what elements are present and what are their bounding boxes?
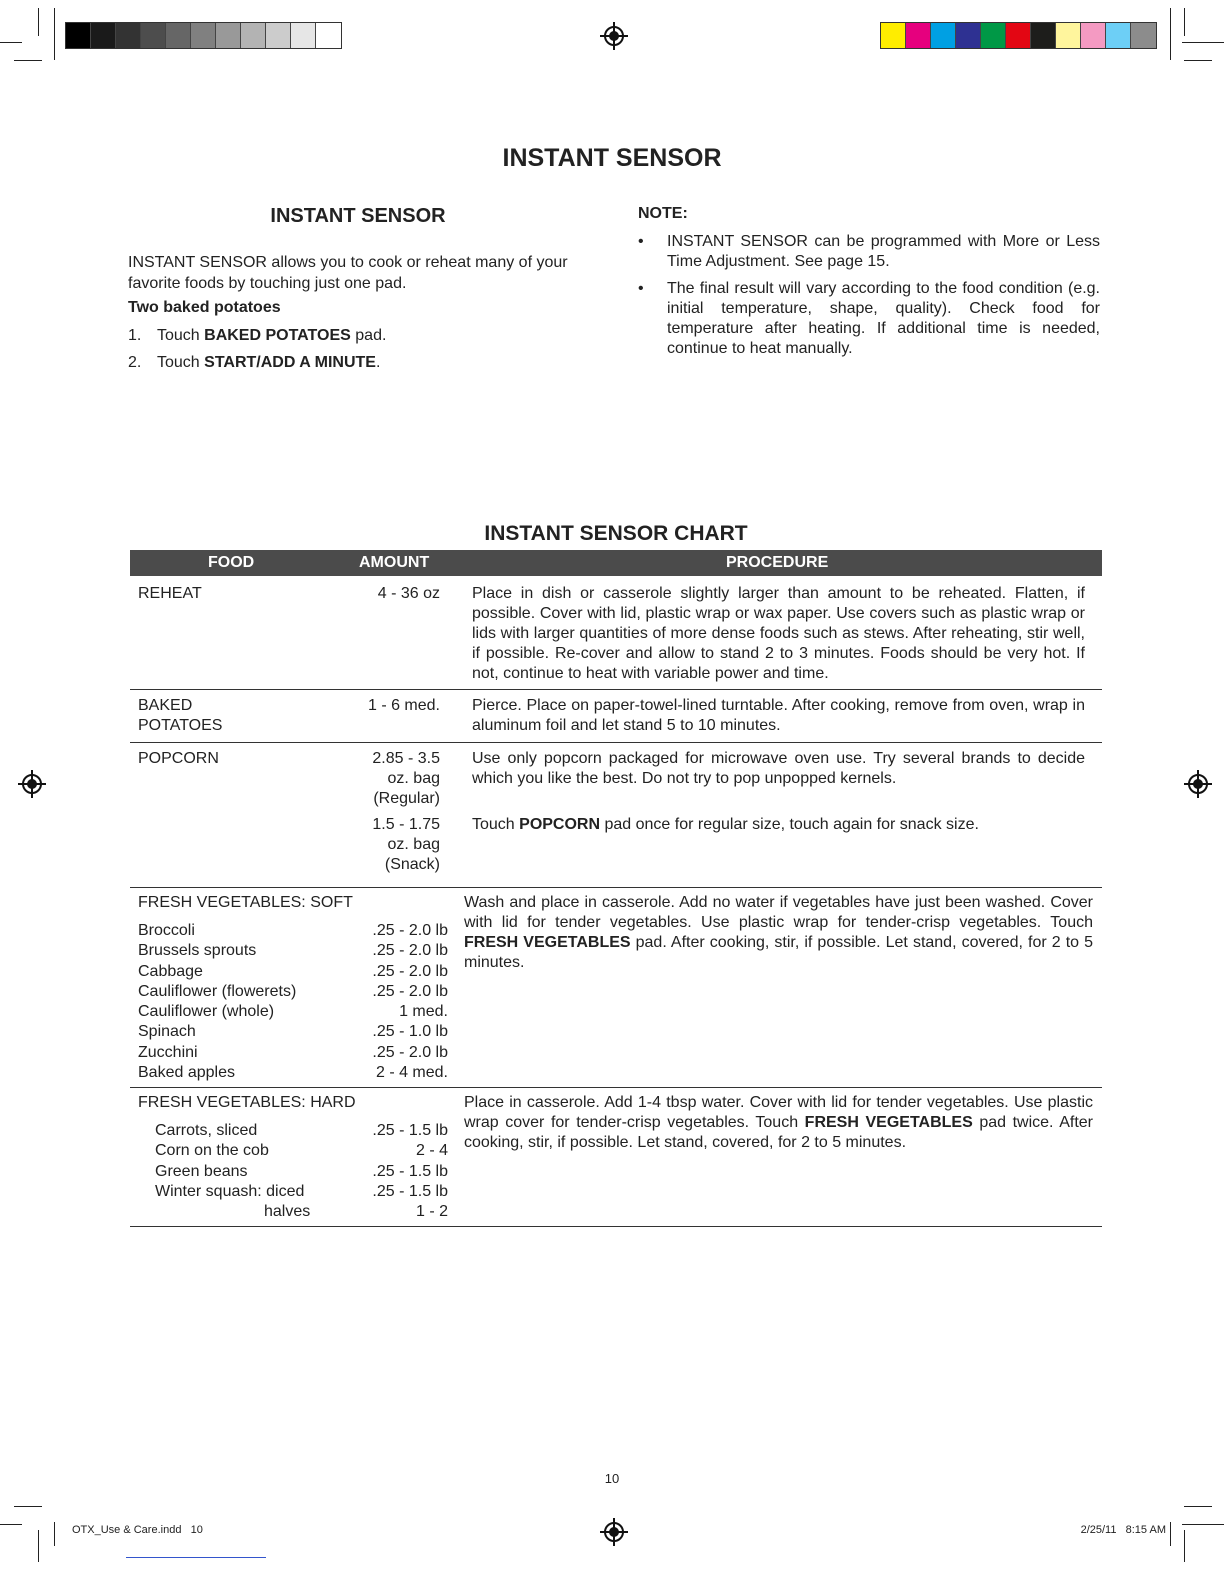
color-swatch — [881, 23, 906, 48]
list-item — [138, 982, 448, 1002]
color-swatch — [1031, 23, 1056, 48]
table-row — [130, 576, 1102, 690]
amount-cell: 1.5 - 1.75 oz. bag (Snack) — [372, 816, 440, 873]
list-item — [138, 1002, 448, 1022]
sensor-chart-table — [130, 550, 1102, 1227]
registration-mark-icon — [22, 774, 42, 794]
color-swatch — [291, 23, 316, 48]
amount-cell: 1 - 6 med. — [367, 697, 440, 714]
food-cell: REHEAT — [138, 585, 202, 602]
color-swatch — [266, 23, 291, 48]
slug-timestamp: 2/25/11 8:15 AM — [1080, 1524, 1166, 1536]
color-swatch — [931, 23, 956, 48]
procedure-cell: Touch POPCORN pad once for regular size, touch again for snack size. — [472, 816, 979, 833]
step-1: 1. Touch BAKED POTATOES pad. — [128, 327, 387, 344]
vegetable-name: Broccoli — [138, 922, 195, 939]
intro-paragraph: INSTANT SENSOR allows you to cook or reheat many of your favorite foods by touching just one pad. — [128, 254, 568, 292]
list-item — [155, 1121, 448, 1141]
example-title: Two baked potatoes — [128, 299, 281, 316]
vegetable-name: Corn on the cob — [155, 1142, 269, 1160]
amount-cell: 4 - 36 oz — [377, 585, 440, 602]
vegetable-name: Spinach — [138, 1023, 196, 1041]
vegetable-name: Green beans — [155, 1162, 248, 1180]
vegetable-name: Winter squash: diced — [155, 1182, 305, 1200]
vegetable-name: Cauliflower (flowerets) — [138, 982, 297, 1000]
procedure-cell: Place in dish or casserole slightly larger than amount to be reheated. Flatten, if possible. Cover with lid, plastic wrap or wax paper. Use covers such as plastic wrap or lids with larger quantities of more dense foods such as stews. After reheating, stir well, if possible. Re-cover and allow to stand 2 to 3 minutes. Foods should be very hot. If not, continue to heat with variable power and time. — [472, 585, 1085, 682]
food-cell: POPCORN — [138, 750, 219, 767]
vegetable-amount: 1 - 2 — [415, 1203, 448, 1221]
page-number: 10 — [604, 1471, 620, 1486]
color-swatch — [241, 23, 266, 48]
procedure-cell: Use only popcorn packaged for microwave oven use. Try several brands to decide which you like the best. Do not try to pop unpopped kernels. — [472, 750, 1085, 787]
section-title: INSTANT SENSOR — [270, 205, 446, 227]
vegetable-amount: .25 - 1.0 lb — [372, 1023, 448, 1041]
color-swatch — [66, 23, 91, 48]
list-item — [138, 921, 448, 941]
category-title: FRESH VEGETABLES: HARD — [138, 1094, 356, 1111]
color-swatch — [116, 23, 141, 48]
vegetable-amount: .25 - 1.5 lb — [372, 1162, 448, 1180]
list-item — [138, 1022, 448, 1042]
list-item — [155, 1182, 448, 1202]
vegetable-amount: 2 - 4 med. — [375, 1064, 448, 1082]
amount-cell: 2.85 - 3.5 oz. bag (Regular) — [372, 750, 440, 807]
vegetable-name: Cabbage — [138, 962, 203, 980]
slug-underline — [126, 1557, 266, 1558]
vegetable-name: Brussels sprouts — [138, 942, 257, 960]
registration-mark-icon — [604, 1522, 624, 1542]
note-item: • INSTANT SENSOR can be programmed with More or Less Time Adjustment. See page 15. — [638, 233, 1100, 270]
vegetable-amount: .25 - 1.5 lb — [372, 1182, 448, 1200]
list-item — [138, 1063, 448, 1083]
list-item — [155, 1141, 448, 1161]
vegetable-name: halves — [264, 1203, 311, 1221]
color-swatch — [906, 23, 931, 48]
process-color-bar — [880, 22, 1157, 49]
procedure-cell: Pierce. Place on paper-towel-lined turntable. After cooking, remove from oven, wrap in aluminum foil and let stand 5 to 10 minutes. — [472, 697, 1085, 734]
vegetable-amount: .25 - 2.0 lb — [372, 942, 448, 960]
list-item — [138, 941, 448, 961]
vegetable-name: Carrots, sliced — [155, 1122, 258, 1139]
note-item: • The final result will vary according to the food condition (e.g. initial temperature, shape, quality). Check food for temperature after heating. If additional time is needed, continue to heat manually. — [638, 280, 1100, 357]
step-2: 2. Touch START/ADD A MINUTE. — [128, 354, 381, 371]
procedure-cell: Wash and place in casserole. Add no water if vegetables have just been washed. Cover with lid for tender vegetables. Use plastic wrap for tender-crisp vegetables. Touch FRESH VEGETABLES pad. After cooking, stir, if possible. Let stand, covered, for 2 to 5 minutes. — [464, 894, 1093, 971]
header-procedure: PROCEDURE — [726, 554, 829, 571]
color-swatch — [191, 23, 216, 48]
vegetable-list — [138, 921, 448, 1083]
table-row — [130, 1088, 1102, 1227]
vegetable-amount: .25 - 2.0 lb — [372, 982, 448, 1000]
color-swatch — [166, 23, 191, 48]
list-item — [138, 1043, 448, 1063]
color-swatch — [1006, 23, 1031, 48]
vegetable-amount: 2 - 4 — [415, 1142, 448, 1160]
color-swatch — [1106, 23, 1131, 48]
page-title: INSTANT SENSOR — [502, 144, 722, 172]
color-swatch — [316, 23, 341, 48]
registration-mark-icon — [1188, 774, 1208, 794]
color-swatch — [981, 23, 1006, 48]
slug-file-info: OTX_Use & Care.indd 10 — [72, 1524, 203, 1536]
color-swatch — [1081, 23, 1106, 48]
vegetable-name: Zucchini — [138, 1043, 198, 1061]
gray-color-bar — [65, 22, 342, 49]
list-item — [138, 962, 448, 982]
color-swatch — [91, 23, 116, 48]
color-swatch — [1131, 23, 1156, 48]
food-cell: BAKED POTATOES — [138, 697, 223, 734]
list-item — [155, 1162, 448, 1182]
color-swatch — [141, 23, 166, 48]
vegetable-name: Baked apples — [138, 1064, 235, 1082]
vegetable-amount: 1 med. — [399, 1003, 448, 1021]
table-row — [130, 743, 1102, 888]
category-title: FRESH VEGETABLES: SOFT — [138, 894, 353, 911]
vegetable-amount: .25 - 1.5 lb — [372, 1122, 448, 1139]
table-header — [130, 550, 1102, 576]
list-item — [155, 1202, 448, 1222]
color-swatch — [956, 23, 981, 48]
vegetable-amount: .25 - 2.0 lb — [372, 962, 448, 980]
header-food: FOOD — [208, 554, 255, 571]
registration-mark-icon — [604, 26, 624, 46]
vegetable-amount: .25 - 2.0 lb — [372, 1043, 448, 1061]
vegetable-name: Cauliflower (whole) — [138, 1003, 275, 1021]
header-amount: AMOUNT — [359, 554, 430, 571]
procedure-cell: Place in casserole. Add 1-4 tbsp water. Cover with lid for tender vegetables. Use plastic wrap cover for tender-crisp vegetables. Touch FRESH VEGETABLES pad twice. After cooking, stir, if possible. Let stand, covered, for 2 to 5 minutes. — [464, 1094, 1093, 1151]
table-row — [130, 690, 1102, 743]
vegetable-list — [155, 1121, 448, 1222]
chart-title: INSTANT SENSOR CHART — [484, 522, 748, 545]
table-row — [130, 888, 1102, 1088]
color-swatch — [216, 23, 241, 48]
vegetable-amount: .25 - 2.0 lb — [372, 922, 448, 939]
color-swatch — [1056, 23, 1081, 48]
note-title: NOTE: — [638, 205, 688, 222]
